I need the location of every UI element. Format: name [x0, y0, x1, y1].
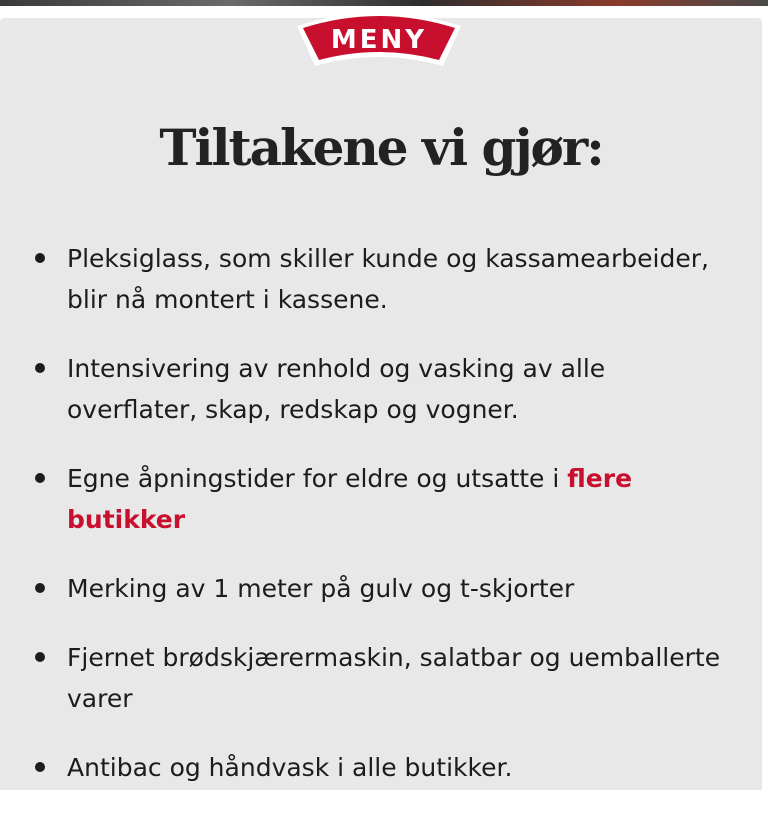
list-item: [0, 348, 762, 430]
logo-text: MENY: [330, 25, 428, 55]
more-stores-link[interactable]: flere butikker: [67, 464, 633, 534]
list-item-text: Intensivering av renhold og vasking av alle overflater, skap, redskap og vogner.: [67, 354, 606, 424]
bullet-icon: [35, 652, 45, 662]
list-item: [0, 747, 762, 788]
list-item: [0, 637, 762, 719]
bullet-icon: [35, 762, 45, 772]
list-item: [0, 568, 762, 609]
measures-list: [0, 238, 762, 816]
list-item: [0, 458, 762, 540]
info-card: [0, 18, 762, 790]
list-item-text: Antibac og håndvask i alle butikker.: [67, 753, 513, 782]
list-item-text: Pleksiglass, som skiller kunde og kassamearbeider, blir nå montert i kassene.: [67, 244, 709, 314]
list-item-text: Fjernet brødskjærermaskin, salatbar og uemballerte varer: [67, 643, 721, 713]
list-item: [0, 238, 762, 320]
bullet-icon: [35, 473, 45, 483]
page-title: Tiltakene vi gjør:: [159, 118, 603, 177]
list-item-text: Merking av 1 meter på gulv og t-skjorter: [67, 574, 575, 603]
list-item-text: Egne åpningstider for eldre og utsatte i: [67, 464, 568, 493]
logo-area: [0, 0, 768, 80]
bullet-icon: [35, 583, 45, 593]
bullet-icon: [35, 253, 45, 263]
bullet-icon: [35, 363, 45, 373]
meny-logo: [291, 4, 467, 70]
